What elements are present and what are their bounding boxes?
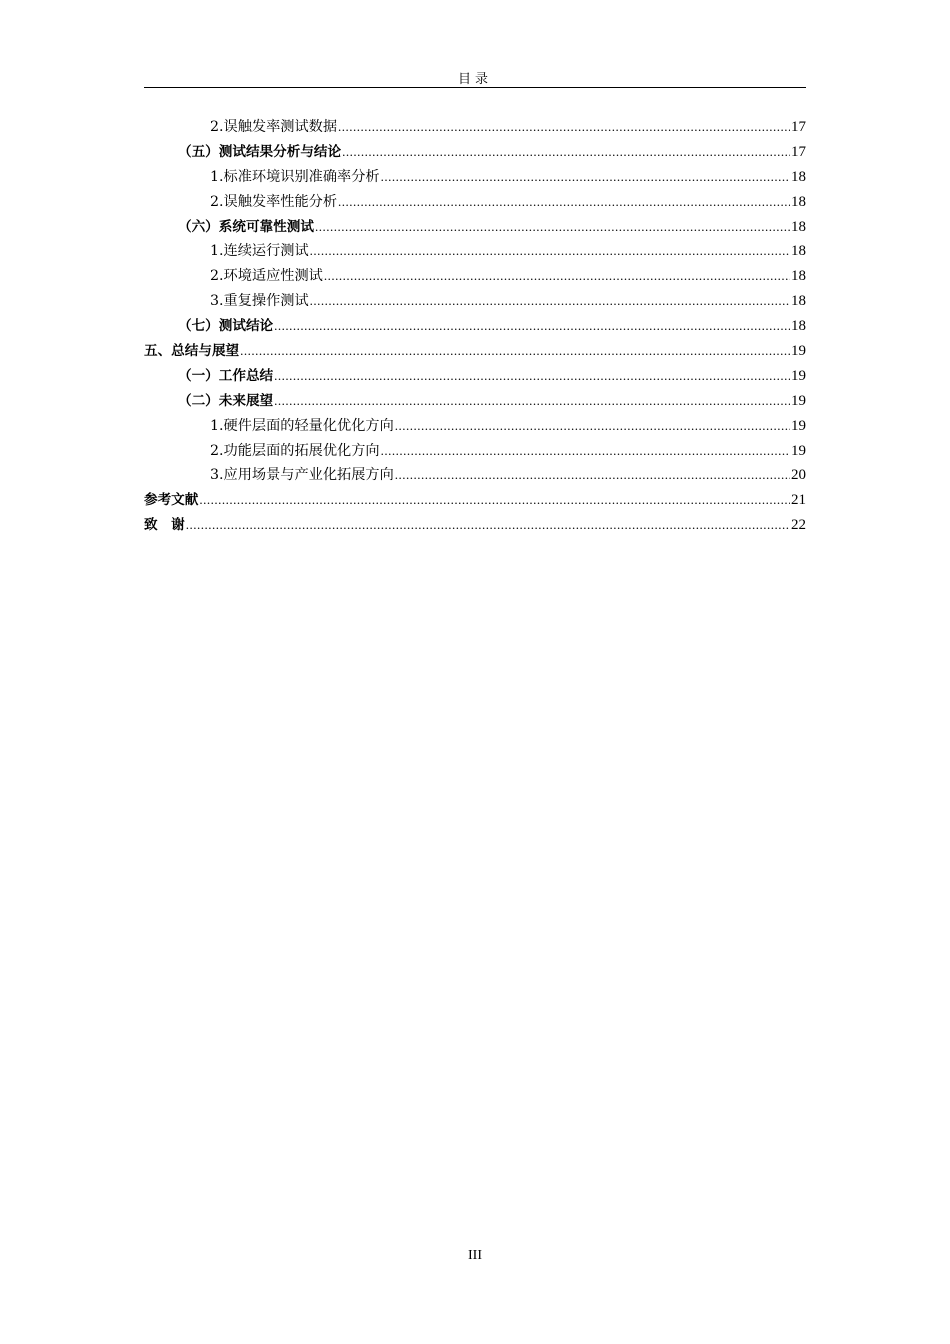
toc-entry-title: 致 谢	[144, 517, 185, 534]
toc-entry-title: 五、总结与展望	[144, 343, 240, 360]
toc-entry[interactable]	[144, 364, 806, 389]
toc-entry-page: 17	[791, 119, 806, 135]
toc-entry-title: （七）测试结论	[178, 318, 274, 335]
toc-entry[interactable]	[144, 439, 806, 464]
toc-entry[interactable]	[144, 389, 806, 414]
toc-entry-title: （一）工作总结	[178, 367, 274, 384]
toc-dot-leader	[395, 414, 790, 439]
toc-dot-leader	[274, 364, 790, 389]
toc-entry-title: （六）系统可靠性测试	[178, 218, 314, 235]
toc-dot-leader	[381, 165, 790, 190]
toc-entry[interactable]	[144, 264, 806, 289]
toc-dot-leader	[310, 289, 790, 314]
toc-entry[interactable]	[144, 314, 806, 339]
toc-entry[interactable]	[144, 488, 806, 513]
toc-entry-page: 19	[791, 417, 806, 434]
toc-entry-page: 22	[791, 517, 806, 534]
toc-entry-title: 2.功能层面的拓展优化方向	[210, 442, 380, 459]
header-rule	[144, 87, 806, 88]
toc-entry-page: 18	[791, 168, 806, 185]
toc-entry[interactable]	[144, 215, 806, 240]
toc-entry[interactable]	[144, 239, 806, 264]
toc-dot-leader	[240, 339, 790, 364]
toc-entry[interactable]	[144, 414, 806, 439]
toc-entry-title: 2.环境适应性测试	[210, 268, 323, 285]
toc-entry-title: 3.重复操作测试	[210, 293, 309, 310]
toc-entry-title: 参考文献	[144, 492, 199, 509]
toc-entry-page: 18	[791, 218, 806, 235]
toc-entry-page: 17	[791, 143, 806, 160]
toc-entry-page: 20	[791, 467, 806, 484]
toc-entry-page: 18	[791, 193, 806, 210]
toc-entry-page: 19	[791, 442, 806, 459]
toc-entry[interactable]	[144, 513, 806, 538]
toc-entry[interactable]	[144, 140, 806, 165]
toc-dot-leader	[338, 190, 790, 215]
toc-entry-page: 19	[791, 343, 806, 360]
toc-dot-leader	[381, 439, 790, 464]
toc-dot-leader	[342, 140, 790, 165]
toc-entry-title: 2.误触发率测试数据	[210, 119, 338, 135]
toc-entry-title: 1.连续运行测试	[210, 243, 309, 260]
toc-entry[interactable]	[144, 289, 806, 314]
toc-dot-leader	[338, 115, 790, 140]
toc-dot-leader	[199, 488, 790, 513]
toc-entry[interactable]	[144, 165, 806, 190]
toc-dot-leader	[274, 389, 790, 414]
toc-entry-page: 18	[791, 293, 806, 310]
table-of-contents	[144, 115, 806, 538]
toc-entry-page: 19	[791, 392, 806, 409]
toc-entry-title: 3.应用场景与产业化拓展方向	[210, 467, 394, 484]
toc-entry-page: 21	[791, 492, 806, 509]
toc-entry-page: 18	[791, 318, 806, 335]
toc-dot-leader	[324, 264, 790, 289]
page-number: III	[468, 1248, 482, 1263]
toc-entry-title: 2.误触发率性能分析	[210, 193, 338, 210]
toc-dot-leader	[274, 314, 790, 339]
toc-entry-page: 18	[791, 268, 806, 285]
toc-entry[interactable]	[144, 190, 806, 215]
toc-entry[interactable]	[144, 115, 806, 140]
toc-dot-leader	[315, 215, 790, 240]
toc-dot-leader	[395, 463, 790, 488]
toc-entry-title: 1.硬件层面的轻量化优化方向	[210, 417, 394, 434]
toc-entry[interactable]	[144, 339, 806, 364]
toc-dot-leader	[186, 513, 790, 538]
toc-entry-title: 1.标准环境识别准确率分析	[210, 168, 380, 185]
header-title: 目录	[457, 72, 492, 87]
toc-entry-title: （五）测试结果分析与结论	[178, 143, 342, 160]
toc-entry-page: 19	[791, 367, 806, 384]
toc-entry-page: 18	[791, 243, 806, 260]
toc-dot-leader	[310, 239, 790, 264]
toc-entry-title: （二）未来展望	[178, 392, 274, 409]
toc-entry[interactable]	[144, 463, 806, 488]
